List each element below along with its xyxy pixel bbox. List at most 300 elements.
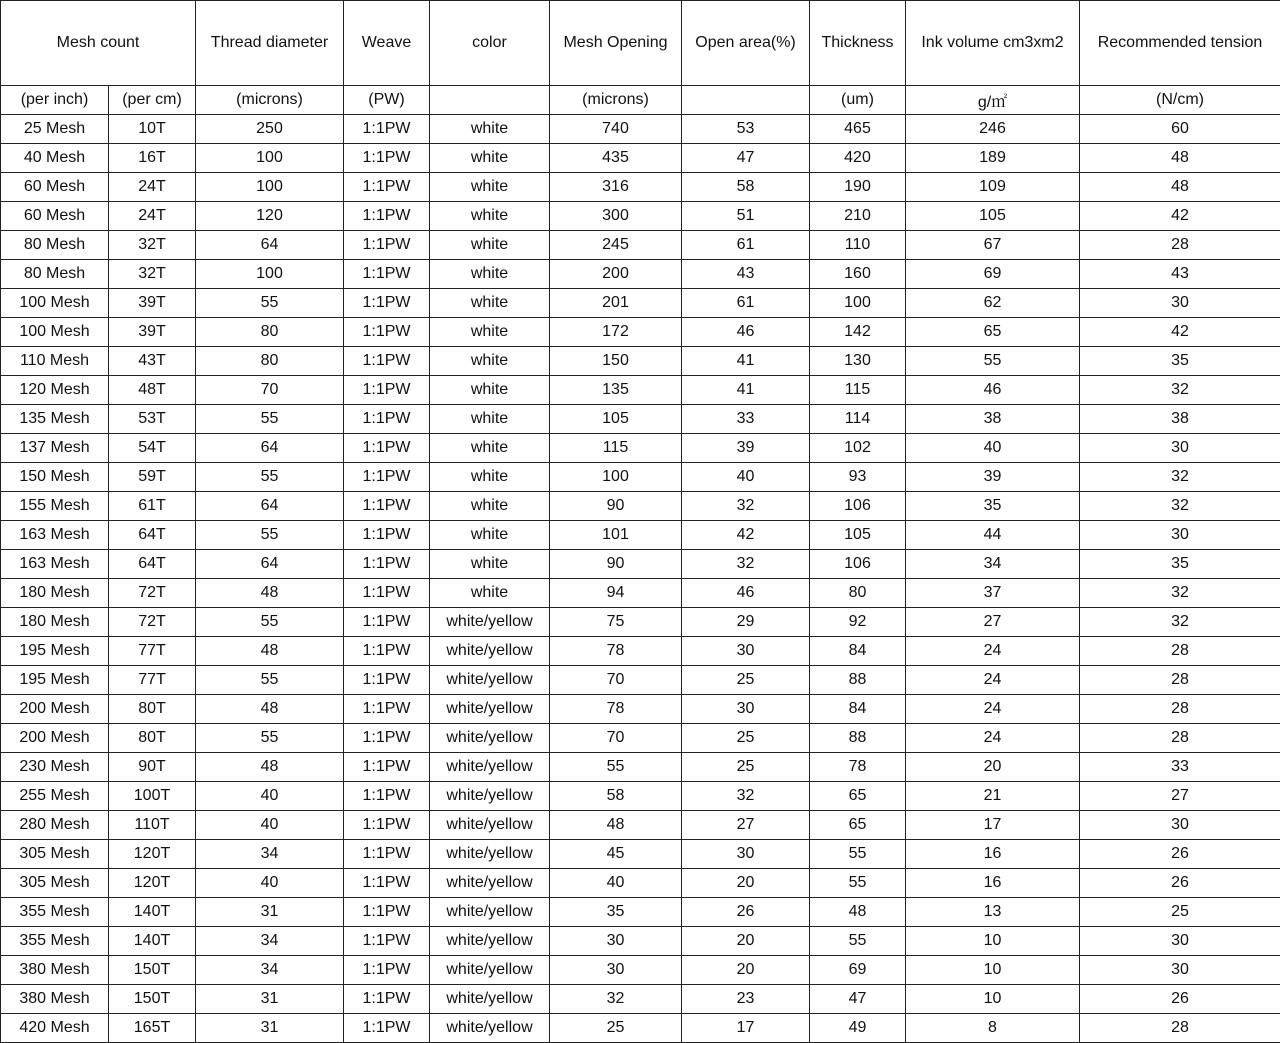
table-row bbox=[1, 347, 1280, 376]
cell-thread-diameter: 48 bbox=[196, 579, 344, 608]
cell-open-area: 43 bbox=[682, 260, 810, 289]
cell-open-area: 42 bbox=[682, 521, 810, 550]
cell-color: white/yellow bbox=[430, 811, 550, 840]
cell-weave: 1:1PW bbox=[344, 405, 430, 434]
cell-thickness: 84 bbox=[810, 637, 906, 666]
cell-mesh-per-cm: 110T bbox=[109, 811, 196, 840]
table-row bbox=[1, 1014, 1280, 1043]
cell-color: white bbox=[430, 405, 550, 434]
cell-mesh-opening: 70 bbox=[550, 724, 682, 753]
cell-thickness: 110 bbox=[810, 231, 906, 260]
cell-thickness: 106 bbox=[810, 550, 906, 579]
cell-thickness: 88 bbox=[810, 724, 906, 753]
cell-thickness: 84 bbox=[810, 695, 906, 724]
cell-ink-volume: 62 bbox=[906, 289, 1080, 318]
cell-mesh-per-cm: 10T bbox=[109, 115, 196, 144]
cell-thickness: 465 bbox=[810, 115, 906, 144]
cell-mesh-opening: 94 bbox=[550, 579, 682, 608]
table-row bbox=[1, 637, 1280, 666]
cell-ink-volume: 44 bbox=[906, 521, 1080, 550]
cell-weave: 1:1PW bbox=[344, 956, 430, 985]
cell-recommended-tension: 28 bbox=[1080, 666, 1280, 695]
cell-thread-diameter: 64 bbox=[196, 231, 344, 260]
cell-weave: 1:1PW bbox=[344, 927, 430, 956]
unit-per-cm: (per cm) bbox=[109, 86, 196, 115]
cell-mesh-per-inch: 135 Mesh bbox=[1, 405, 109, 434]
unit-thread-diameter: (microns) bbox=[196, 86, 344, 115]
cell-mesh-opening: 70 bbox=[550, 666, 682, 695]
cell-thread-diameter: 55 bbox=[196, 289, 344, 318]
cell-thickness: 105 bbox=[810, 521, 906, 550]
table-row bbox=[1, 695, 1280, 724]
cell-weave: 1:1PW bbox=[344, 434, 430, 463]
cell-mesh-per-inch: 25 Mesh bbox=[1, 115, 109, 144]
cell-ink-volume: 13 bbox=[906, 898, 1080, 927]
cell-mesh-per-inch: 420 Mesh bbox=[1, 1014, 109, 1043]
cell-mesh-opening: 48 bbox=[550, 811, 682, 840]
cell-mesh-opening: 40 bbox=[550, 869, 682, 898]
cell-open-area: 25 bbox=[682, 724, 810, 753]
cell-open-area: 32 bbox=[682, 782, 810, 811]
cell-thread-diameter: 100 bbox=[196, 144, 344, 173]
cell-thread-diameter: 48 bbox=[196, 637, 344, 666]
cell-mesh-per-inch: 100 Mesh bbox=[1, 318, 109, 347]
cell-open-area: 30 bbox=[682, 695, 810, 724]
cell-mesh-opening: 115 bbox=[550, 434, 682, 463]
cell-open-area: 23 bbox=[682, 985, 810, 1014]
header-weave: Weave bbox=[344, 1, 430, 86]
cell-weave: 1:1PW bbox=[344, 202, 430, 231]
cell-recommended-tension: 30 bbox=[1080, 956, 1280, 985]
cell-open-area: 33 bbox=[682, 405, 810, 434]
cell-recommended-tension: 35 bbox=[1080, 347, 1280, 376]
cell-mesh-opening: 245 bbox=[550, 231, 682, 260]
table-row bbox=[1, 985, 1280, 1014]
cell-weave: 1:1PW bbox=[344, 144, 430, 173]
cell-weave: 1:1PW bbox=[344, 840, 430, 869]
cell-open-area: 47 bbox=[682, 144, 810, 173]
cell-open-area: 61 bbox=[682, 231, 810, 260]
cell-mesh-per-inch: 120 Mesh bbox=[1, 376, 109, 405]
cell-mesh-per-cm: 39T bbox=[109, 289, 196, 318]
cell-ink-volume: 37 bbox=[906, 579, 1080, 608]
cell-thread-diameter: 64 bbox=[196, 492, 344, 521]
cell-thread-diameter: 64 bbox=[196, 550, 344, 579]
cell-ink-volume: 35 bbox=[906, 492, 1080, 521]
cell-mesh-per-cm: 165T bbox=[109, 1014, 196, 1043]
unit-color bbox=[430, 86, 550, 115]
header-color: color bbox=[430, 1, 550, 86]
cell-mesh-opening: 25 bbox=[550, 1014, 682, 1043]
cell-thickness: 92 bbox=[810, 608, 906, 637]
table-row bbox=[1, 463, 1280, 492]
header-thread-diameter: Thread diameter bbox=[196, 1, 344, 86]
cell-ink-volume: 67 bbox=[906, 231, 1080, 260]
cell-open-area: 32 bbox=[682, 550, 810, 579]
cell-thickness: 55 bbox=[810, 869, 906, 898]
cell-mesh-per-inch: 180 Mesh bbox=[1, 608, 109, 637]
cell-ink-volume: 109 bbox=[906, 173, 1080, 202]
cell-weave: 1:1PW bbox=[344, 637, 430, 666]
cell-recommended-tension: 30 bbox=[1080, 289, 1280, 318]
cell-recommended-tension: 28 bbox=[1080, 724, 1280, 753]
cell-mesh-opening: 32 bbox=[550, 985, 682, 1014]
cell-mesh-per-inch: 100 Mesh bbox=[1, 289, 109, 318]
cell-thread-diameter: 55 bbox=[196, 608, 344, 637]
table-row bbox=[1, 115, 1280, 144]
cell-color: white bbox=[430, 289, 550, 318]
cell-thickness: 78 bbox=[810, 753, 906, 782]
cell-weave: 1:1PW bbox=[344, 811, 430, 840]
cell-open-area: 30 bbox=[682, 637, 810, 666]
cell-ink-volume: 65 bbox=[906, 318, 1080, 347]
cell-mesh-opening: 300 bbox=[550, 202, 682, 231]
cell-mesh-per-inch: 355 Mesh bbox=[1, 927, 109, 956]
cell-thickness: 190 bbox=[810, 173, 906, 202]
cell-ink-volume: 10 bbox=[906, 956, 1080, 985]
cell-open-area: 40 bbox=[682, 463, 810, 492]
cell-weave: 1:1PW bbox=[344, 347, 430, 376]
cell-weave: 1:1PW bbox=[344, 753, 430, 782]
cell-mesh-opening: 316 bbox=[550, 173, 682, 202]
cell-weave: 1:1PW bbox=[344, 724, 430, 753]
cell-thickness: 49 bbox=[810, 1014, 906, 1043]
cell-mesh-per-inch: 195 Mesh bbox=[1, 666, 109, 695]
cell-mesh-per-cm: 16T bbox=[109, 144, 196, 173]
cell-mesh-per-cm: 54T bbox=[109, 434, 196, 463]
cell-open-area: 41 bbox=[682, 376, 810, 405]
cell-mesh-opening: 200 bbox=[550, 260, 682, 289]
cell-recommended-tension: 32 bbox=[1080, 463, 1280, 492]
cell-ink-volume: 40 bbox=[906, 434, 1080, 463]
cell-thickness: 114 bbox=[810, 405, 906, 434]
cell-color: white/yellow bbox=[430, 927, 550, 956]
cell-mesh-per-cm: 150T bbox=[109, 985, 196, 1014]
cell-recommended-tension: 27 bbox=[1080, 782, 1280, 811]
cell-mesh-opening: 172 bbox=[550, 318, 682, 347]
cell-open-area: 61 bbox=[682, 289, 810, 318]
cell-ink-volume: 10 bbox=[906, 985, 1080, 1014]
cell-weave: 1:1PW bbox=[344, 579, 430, 608]
header-mesh-opening: Mesh Opening bbox=[550, 1, 682, 86]
table-row bbox=[1, 289, 1280, 318]
cell-mesh-per-cm: 140T bbox=[109, 898, 196, 927]
cell-thickness: 210 bbox=[810, 202, 906, 231]
cell-recommended-tension: 48 bbox=[1080, 173, 1280, 202]
cell-mesh-opening: 435 bbox=[550, 144, 682, 173]
cell-weave: 1:1PW bbox=[344, 666, 430, 695]
table-row bbox=[1, 956, 1280, 985]
cell-weave: 1:1PW bbox=[344, 608, 430, 637]
cell-mesh-opening: 90 bbox=[550, 550, 682, 579]
cell-recommended-tension: 26 bbox=[1080, 985, 1280, 1014]
header-open-area: Open area(%) bbox=[682, 1, 810, 86]
cell-mesh-per-inch: 60 Mesh bbox=[1, 202, 109, 231]
cell-open-area: 27 bbox=[682, 811, 810, 840]
table-row bbox=[1, 144, 1280, 173]
cell-mesh-per-cm: 48T bbox=[109, 376, 196, 405]
cell-open-area: 20 bbox=[682, 927, 810, 956]
cell-color: white bbox=[430, 231, 550, 260]
cell-thickness: 93 bbox=[810, 463, 906, 492]
cell-weave: 1:1PW bbox=[344, 173, 430, 202]
cell-recommended-tension: 32 bbox=[1080, 579, 1280, 608]
table-row bbox=[1, 608, 1280, 637]
cell-recommended-tension: 42 bbox=[1080, 202, 1280, 231]
cell-color: white bbox=[430, 202, 550, 231]
cell-mesh-per-inch: 80 Mesh bbox=[1, 231, 109, 260]
cell-recommended-tension: 33 bbox=[1080, 753, 1280, 782]
cell-mesh-opening: 55 bbox=[550, 753, 682, 782]
cell-ink-volume: 55 bbox=[906, 347, 1080, 376]
cell-ink-volume: 8 bbox=[906, 1014, 1080, 1043]
header-thickness: Thickness bbox=[810, 1, 906, 86]
cell-color: white/yellow bbox=[430, 956, 550, 985]
cell-weave: 1:1PW bbox=[344, 463, 430, 492]
cell-mesh-per-cm: 61T bbox=[109, 492, 196, 521]
cell-recommended-tension: 28 bbox=[1080, 231, 1280, 260]
table-row bbox=[1, 318, 1280, 347]
cell-mesh-opening: 75 bbox=[550, 608, 682, 637]
cell-open-area: 20 bbox=[682, 869, 810, 898]
cell-mesh-opening: 45 bbox=[550, 840, 682, 869]
cell-mesh-per-cm: 32T bbox=[109, 260, 196, 289]
cell-mesh-per-cm: 90T bbox=[109, 753, 196, 782]
cell-color: white/yellow bbox=[430, 695, 550, 724]
cell-ink-volume: 34 bbox=[906, 550, 1080, 579]
cell-open-area: 46 bbox=[682, 318, 810, 347]
cell-open-area: 58 bbox=[682, 173, 810, 202]
cell-thickness: 115 bbox=[810, 376, 906, 405]
table-row bbox=[1, 753, 1280, 782]
cell-weave: 1:1PW bbox=[344, 492, 430, 521]
cell-color: white bbox=[430, 347, 550, 376]
cell-weave: 1:1PW bbox=[344, 550, 430, 579]
cell-thickness: 130 bbox=[810, 347, 906, 376]
cell-ink-volume: 24 bbox=[906, 637, 1080, 666]
cell-thread-diameter: 55 bbox=[196, 724, 344, 753]
cell-weave: 1:1PW bbox=[344, 1014, 430, 1043]
unit-mesh-opening: (microns) bbox=[550, 86, 682, 115]
cell-thickness: 55 bbox=[810, 927, 906, 956]
cell-thread-diameter: 100 bbox=[196, 173, 344, 202]
header-mesh-count: Mesh count bbox=[1, 1, 196, 86]
cell-weave: 1:1PW bbox=[344, 231, 430, 260]
cell-mesh-per-cm: 39T bbox=[109, 318, 196, 347]
cell-color: white bbox=[430, 115, 550, 144]
cell-recommended-tension: 30 bbox=[1080, 434, 1280, 463]
cell-mesh-per-inch: 163 Mesh bbox=[1, 521, 109, 550]
cell-thread-diameter: 40 bbox=[196, 782, 344, 811]
cell-mesh-per-inch: 137 Mesh bbox=[1, 434, 109, 463]
cell-open-area: 41 bbox=[682, 347, 810, 376]
cell-color: white/yellow bbox=[430, 637, 550, 666]
cell-ink-volume: 38 bbox=[906, 405, 1080, 434]
table-row bbox=[1, 724, 1280, 753]
cell-ink-volume: 16 bbox=[906, 869, 1080, 898]
cell-thread-diameter: 120 bbox=[196, 202, 344, 231]
table-row bbox=[1, 782, 1280, 811]
cell-ink-volume: 24 bbox=[906, 695, 1080, 724]
table-row bbox=[1, 376, 1280, 405]
table-row bbox=[1, 666, 1280, 695]
cell-mesh-per-cm: 140T bbox=[109, 927, 196, 956]
cell-thread-diameter: 31 bbox=[196, 985, 344, 1014]
cell-open-area: 51 bbox=[682, 202, 810, 231]
cell-recommended-tension: 48 bbox=[1080, 144, 1280, 173]
cell-ink-volume: 16 bbox=[906, 840, 1080, 869]
cell-color: white bbox=[430, 173, 550, 202]
cell-color: white bbox=[430, 144, 550, 173]
cell-mesh-per-inch: 155 Mesh bbox=[1, 492, 109, 521]
header-ink-volume: Ink volume cm3xm2 bbox=[906, 1, 1080, 86]
cell-mesh-per-cm: 120T bbox=[109, 869, 196, 898]
cell-ink-volume: 69 bbox=[906, 260, 1080, 289]
table-row bbox=[1, 434, 1280, 463]
cell-weave: 1:1PW bbox=[344, 115, 430, 144]
cell-open-area: 20 bbox=[682, 956, 810, 985]
cell-color: white bbox=[430, 550, 550, 579]
cell-recommended-tension: 43 bbox=[1080, 260, 1280, 289]
cell-thickness: 100 bbox=[810, 289, 906, 318]
cell-thread-diameter: 48 bbox=[196, 753, 344, 782]
cell-mesh-per-cm: 24T bbox=[109, 173, 196, 202]
header-row bbox=[1, 1, 1280, 86]
cell-open-area: 26 bbox=[682, 898, 810, 927]
cell-ink-volume: 24 bbox=[906, 724, 1080, 753]
cell-thickness: 69 bbox=[810, 956, 906, 985]
cell-mesh-per-cm: 72T bbox=[109, 579, 196, 608]
cell-weave: 1:1PW bbox=[344, 376, 430, 405]
cell-thickness: 65 bbox=[810, 782, 906, 811]
cell-thickness: 88 bbox=[810, 666, 906, 695]
table-row bbox=[1, 811, 1280, 840]
cell-weave: 1:1PW bbox=[344, 260, 430, 289]
cell-mesh-opening: 90 bbox=[550, 492, 682, 521]
cell-color: white bbox=[430, 434, 550, 463]
cell-mesh-per-inch: 200 Mesh bbox=[1, 724, 109, 753]
cell-thread-diameter: 31 bbox=[196, 898, 344, 927]
cell-open-area: 17 bbox=[682, 1014, 810, 1043]
cell-mesh-per-cm: 77T bbox=[109, 637, 196, 666]
cell-weave: 1:1PW bbox=[344, 289, 430, 318]
cell-mesh-opening: 78 bbox=[550, 637, 682, 666]
cell-mesh-per-inch: 60 Mesh bbox=[1, 173, 109, 202]
cell-mesh-opening: 201 bbox=[550, 289, 682, 318]
cell-mesh-per-cm: 32T bbox=[109, 231, 196, 260]
table-row bbox=[1, 898, 1280, 927]
cell-color: white bbox=[430, 463, 550, 492]
cell-recommended-tension: 42 bbox=[1080, 318, 1280, 347]
cell-thread-diameter: 55 bbox=[196, 666, 344, 695]
cell-weave: 1:1PW bbox=[344, 521, 430, 550]
unit-weave: (PW) bbox=[344, 86, 430, 115]
cell-thread-diameter: 100 bbox=[196, 260, 344, 289]
cell-mesh-per-cm: 53T bbox=[109, 405, 196, 434]
cell-weave: 1:1PW bbox=[344, 898, 430, 927]
table-row bbox=[1, 927, 1280, 956]
cell-recommended-tension: 26 bbox=[1080, 869, 1280, 898]
cell-mesh-per-cm: 64T bbox=[109, 550, 196, 579]
cell-ink-volume: 21 bbox=[906, 782, 1080, 811]
cell-thread-diameter: 250 bbox=[196, 115, 344, 144]
cell-ink-volume: 17 bbox=[906, 811, 1080, 840]
cell-recommended-tension: 30 bbox=[1080, 927, 1280, 956]
cell-mesh-opening: 30 bbox=[550, 927, 682, 956]
cell-open-area: 46 bbox=[682, 579, 810, 608]
cell-recommended-tension: 30 bbox=[1080, 811, 1280, 840]
cell-thickness: 160 bbox=[810, 260, 906, 289]
cell-mesh-opening: 30 bbox=[550, 956, 682, 985]
cell-mesh-per-cm: 72T bbox=[109, 608, 196, 637]
cell-color: white/yellow bbox=[430, 724, 550, 753]
cell-weave: 1:1PW bbox=[344, 985, 430, 1014]
cell-mesh-per-inch: 80 Mesh bbox=[1, 260, 109, 289]
cell-mesh-per-inch: 230 Mesh bbox=[1, 753, 109, 782]
cell-thread-diameter: 40 bbox=[196, 811, 344, 840]
cell-mesh-per-inch: 380 Mesh bbox=[1, 956, 109, 985]
cell-mesh-per-inch: 195 Mesh bbox=[1, 637, 109, 666]
cell-weave: 1:1PW bbox=[344, 695, 430, 724]
cell-color: white/yellow bbox=[430, 985, 550, 1014]
cell-mesh-per-inch: 380 Mesh bbox=[1, 985, 109, 1014]
table-row bbox=[1, 869, 1280, 898]
table-row bbox=[1, 550, 1280, 579]
cell-thread-diameter: 34 bbox=[196, 927, 344, 956]
cell-thread-diameter: 70 bbox=[196, 376, 344, 405]
cell-mesh-per-cm: 100T bbox=[109, 782, 196, 811]
cell-mesh-per-cm: 64T bbox=[109, 521, 196, 550]
cell-recommended-tension: 28 bbox=[1080, 637, 1280, 666]
cell-thickness: 47 bbox=[810, 985, 906, 1014]
cell-mesh-opening: 105 bbox=[550, 405, 682, 434]
cell-mesh-opening: 740 bbox=[550, 115, 682, 144]
unit-ink-volume: g/㎡ bbox=[906, 86, 1080, 115]
cell-weave: 1:1PW bbox=[344, 782, 430, 811]
cell-color: white bbox=[430, 492, 550, 521]
cell-mesh-opening: 135 bbox=[550, 376, 682, 405]
cell-open-area: 29 bbox=[682, 608, 810, 637]
unit-per-inch: (per inch) bbox=[1, 86, 109, 115]
cell-ink-volume: 27 bbox=[906, 608, 1080, 637]
cell-color: white/yellow bbox=[430, 869, 550, 898]
table-row bbox=[1, 260, 1280, 289]
cell-thread-diameter: 55 bbox=[196, 521, 344, 550]
cell-mesh-opening: 58 bbox=[550, 782, 682, 811]
cell-mesh-per-inch: 305 Mesh bbox=[1, 869, 109, 898]
cell-mesh-opening: 35 bbox=[550, 898, 682, 927]
cell-weave: 1:1PW bbox=[344, 318, 430, 347]
table-row bbox=[1, 579, 1280, 608]
table-row bbox=[1, 840, 1280, 869]
cell-mesh-per-inch: 280 Mesh bbox=[1, 811, 109, 840]
cell-mesh-per-inch: 110 Mesh bbox=[1, 347, 109, 376]
cell-open-area: 39 bbox=[682, 434, 810, 463]
cell-ink-volume: 10 bbox=[906, 927, 1080, 956]
cell-color: white/yellow bbox=[430, 782, 550, 811]
cell-mesh-per-cm: 150T bbox=[109, 956, 196, 985]
cell-recommended-tension: 38 bbox=[1080, 405, 1280, 434]
cell-thickness: 142 bbox=[810, 318, 906, 347]
cell-mesh-opening: 150 bbox=[550, 347, 682, 376]
unit-open-area bbox=[682, 86, 810, 115]
units-row bbox=[1, 86, 1280, 115]
cell-thread-diameter: 34 bbox=[196, 956, 344, 985]
table-row bbox=[1, 202, 1280, 231]
cell-open-area: 30 bbox=[682, 840, 810, 869]
cell-recommended-tension: 32 bbox=[1080, 608, 1280, 637]
cell-mesh-per-inch: 40 Mesh bbox=[1, 144, 109, 173]
